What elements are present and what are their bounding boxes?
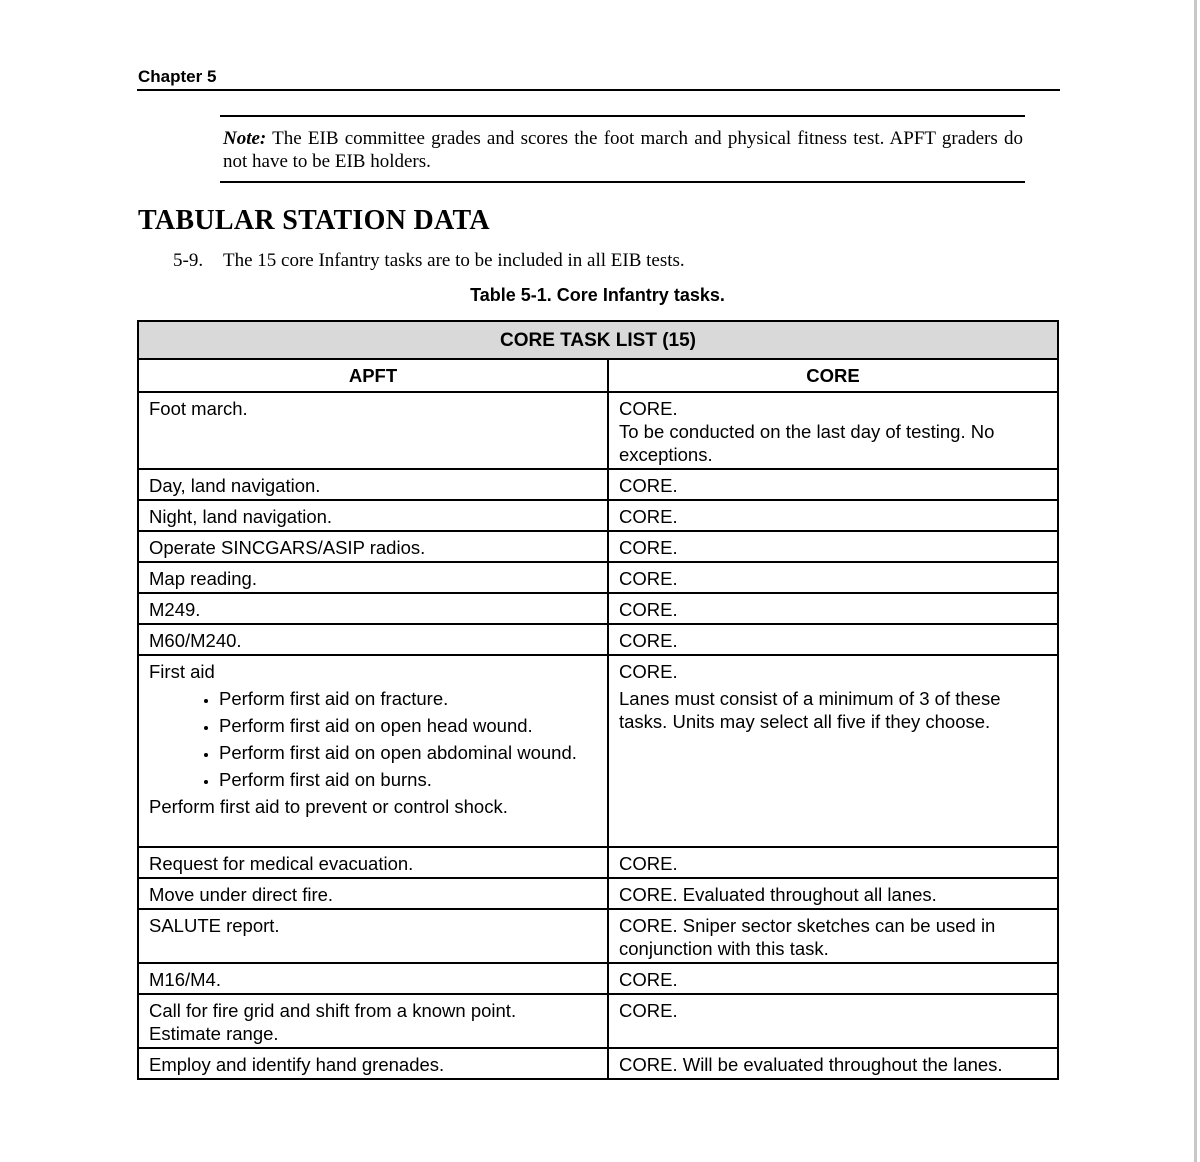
core-cell — [608, 392, 1058, 469]
core-cell — [608, 655, 1058, 847]
bullet-item: • Perform first aid on open abdominal wound. — [219, 741, 597, 764]
core-text: CORE. — [619, 398, 678, 419]
paragraph-text: The 15 core Infantry tasks are to be included in all EIB tests. — [223, 250, 685, 271]
bullet-item: • Perform first aid on burns. — [219, 768, 597, 791]
core-text: CORE. — [619, 661, 678, 682]
bullet-item: • Perform first aid on fracture. — [219, 687, 597, 710]
core-cell — [608, 562, 1058, 593]
table-row — [138, 909, 1058, 963]
task-text: SALUTE report. — [149, 915, 280, 936]
core-text: CORE. — [619, 630, 678, 651]
table-row — [138, 878, 1058, 909]
task-text: M60/M240. — [149, 630, 242, 651]
table-row — [138, 1048, 1058, 1079]
note — [223, 127, 1023, 173]
core-text: CORE. — [619, 1000, 678, 1021]
table-row — [138, 562, 1058, 593]
task-cell — [138, 655, 608, 847]
core-text: CORE. — [619, 537, 678, 558]
table-row — [138, 655, 1058, 847]
task-text-2: Estimate range. — [149, 1023, 279, 1044]
table-row — [138, 994, 1058, 1048]
core-text: CORE. — [619, 599, 678, 620]
task-cell — [138, 1048, 608, 1079]
task-text: M16/M4. — [149, 969, 221, 990]
core-note: Lanes must consist of a minimum of 3 of these tasks. Units may select all five if they choose. — [619, 688, 1001, 732]
core-task-table — [137, 320, 1059, 1080]
task-cell — [138, 392, 608, 469]
task-cell — [138, 531, 608, 562]
table-row — [138, 500, 1058, 531]
table-caption: Table 5-1. Core Infantry tasks. — [470, 285, 725, 305]
core-text: CORE. — [619, 475, 678, 496]
core-text: CORE. — [619, 568, 678, 589]
task-text: Day, land navigation. — [149, 475, 321, 496]
section-heading: TABULAR STATION DATA — [138, 205, 490, 236]
core-text: CORE. Will be evaluated throughout the lanes. — [619, 1054, 1003, 1075]
scrollbar-edge — [1194, 0, 1197, 1162]
core-text: CORE. Evaluated throughout all lanes. — [619, 884, 937, 905]
task-text: Map reading. — [149, 568, 257, 589]
core-cell — [608, 878, 1058, 909]
core-cell — [608, 909, 1058, 963]
table-row — [138, 847, 1058, 878]
task-cell — [138, 909, 608, 963]
core-cell — [608, 994, 1058, 1048]
task-text: First aid — [149, 661, 215, 682]
table-row — [138, 593, 1058, 624]
core-note: To be conducted on the last day of testing. No exceptions. — [619, 421, 995, 465]
task-cell — [138, 847, 608, 878]
table-row — [138, 392, 1058, 469]
task-text: Operate SINCGARS/ASIP radios. — [149, 537, 426, 558]
core-cell — [608, 500, 1058, 531]
header-rule — [137, 89, 1060, 91]
core-cell — [608, 847, 1058, 878]
table-row — [138, 963, 1058, 994]
column-header-core: CORE — [608, 359, 1058, 392]
core-text: CORE. — [619, 853, 678, 874]
task-cell — [138, 593, 608, 624]
core-cell — [608, 963, 1058, 994]
note-rule-bottom — [220, 181, 1025, 183]
note-rule-top — [220, 115, 1025, 117]
chapter-header: Chapter 5 — [138, 67, 217, 86]
bullet-list — [149, 687, 597, 791]
core-cell — [608, 531, 1058, 562]
core-text: CORE. — [619, 506, 678, 527]
table-title: CORE TASK LIST (15) — [138, 321, 1058, 359]
task-text: Request for medical evacuation. — [149, 853, 414, 874]
table-row — [138, 531, 1058, 562]
core-text: CORE. Sniper sector sketches can be used in conjunction with this task. — [619, 915, 996, 959]
bullet-item: • Perform first aid on open head wound. — [219, 714, 597, 737]
task-text: Employ and identify hand grenades. — [149, 1054, 445, 1075]
task-cell — [138, 994, 608, 1048]
table-row — [138, 624, 1058, 655]
column-header-apft: APFT — [138, 359, 608, 392]
task-cell — [138, 469, 608, 500]
task-text: Night, land navigation. — [149, 506, 333, 527]
note-label: Note: — [223, 128, 267, 149]
note-text: The EIB committee grades and scores the foot march and physical fitness test. APFT graders do not have to be EIB holders. — [223, 128, 1023, 172]
task-cell — [138, 500, 608, 531]
task-cell — [138, 963, 608, 994]
task-text: Move under direct fire. — [149, 884, 334, 905]
table-row — [138, 469, 1058, 500]
task-cell — [138, 624, 608, 655]
task-text: M249. — [149, 599, 201, 620]
core-cell — [608, 1048, 1058, 1079]
task-text: Foot march. — [149, 398, 248, 419]
paragraph-number: 5-9. — [173, 250, 204, 271]
core-text: CORE. — [619, 969, 678, 990]
paragraph — [173, 250, 685, 272]
core-cell — [608, 593, 1058, 624]
core-cell — [608, 624, 1058, 655]
task-text: Call for fire grid and shift from a known point. — [149, 1000, 517, 1021]
task-cell — [138, 562, 608, 593]
core-cell — [608, 469, 1058, 500]
task-cell — [138, 878, 608, 909]
task-after: Perform first aid to prevent or control shock. — [149, 796, 508, 817]
